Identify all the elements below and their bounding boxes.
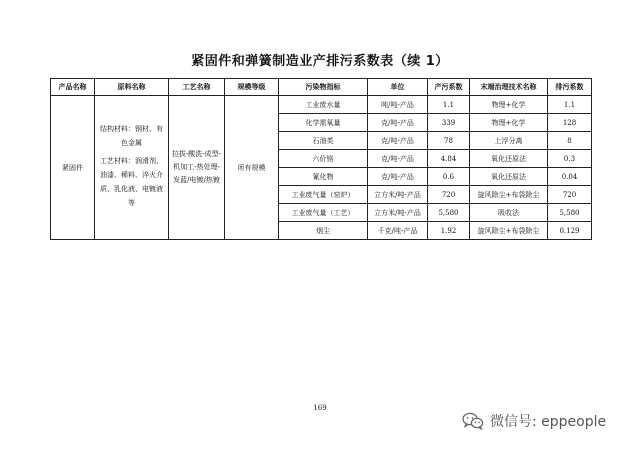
unit-cell: 克/吨-产品 (368, 150, 428, 168)
treatment-tech-cell: 物理+化学 (470, 114, 548, 132)
header-cell: 产污系数 (428, 79, 470, 96)
discharge-coefficient-cell: 0.04 (548, 168, 592, 186)
discharge-coefficient-cell: 0.3 (548, 150, 592, 168)
process-materials-text: 工艺材料：润滑剂、油漆、稀料、淬火介质、乳化液、电镀液等 (100, 156, 163, 207)
generation-coefficient-cell: 1.1 (428, 96, 470, 114)
discharge-coefficient-cell: 128 (548, 114, 592, 132)
header-cell: 工艺名称 (169, 79, 225, 96)
treatment-tech-cell: 吸收法 (470, 204, 548, 222)
emission-coefficient-table (50, 78, 592, 240)
pollutant-cell: 烟尘 (279, 222, 368, 240)
unit-cell: 克/吨-产品 (368, 168, 428, 186)
generation-coefficient-cell: 339 (428, 114, 470, 132)
structural-materials-text: 结构材料：钢材、有色金属 (100, 124, 163, 147)
pollutant-cell: 六价铬 (279, 150, 368, 168)
generation-coefficient-cell: 720 (428, 186, 470, 204)
watermark-text: 微信号: eppeople (490, 414, 607, 430)
header-cell: 单位 (368, 79, 428, 96)
page-number: 169 (313, 404, 327, 412)
treatment-tech-cell: 物理+化学 (470, 96, 548, 114)
generation-coefficient-cell: 4.84 (428, 150, 470, 168)
unit-cell: 克/吨-产品 (368, 114, 428, 132)
materials-cell (95, 96, 169, 240)
wechat-watermark (462, 411, 606, 431)
pollutant-cell: 化学需氧量 (279, 114, 368, 132)
discharge-coefficient-cell: 5,580 (548, 204, 592, 222)
treatment-tech-cell: 氧化还原法 (470, 168, 548, 186)
wechat-icon (462, 412, 484, 430)
unit-cell: 立方米/吨-产品 (368, 204, 428, 222)
discharge-coefficient-cell: 0.129 (548, 222, 592, 240)
discharge-coefficient-cell: 1.1 (548, 96, 592, 114)
unit-cell: 千克/吨-产品 (368, 222, 428, 240)
pollutant-cell: 工业废气量（工艺） (279, 204, 368, 222)
pollutant-cell: 氰化物 (279, 168, 368, 186)
header-cell: 规模等级 (225, 79, 279, 96)
unit-cell: 立方米/吨-产品 (368, 186, 428, 204)
header-cell: 排污系数 (548, 79, 592, 96)
discharge-coefficient-cell: 720 (548, 186, 592, 204)
product-name-cell: 紧固件 (51, 96, 95, 240)
table-row (51, 96, 592, 114)
table-header-row (51, 79, 592, 96)
generation-coefficient-cell: 5,580 (428, 204, 470, 222)
generation-coefficient-cell: 0.6 (428, 168, 470, 186)
header-cell: 污染物指标 (279, 79, 368, 96)
treatment-tech-cell: 旋风除尘+布袋除尘 (470, 222, 548, 240)
treatment-tech-cell: 氧化还原法 (470, 150, 548, 168)
pollutant-cell: 工业废气量（窑炉） (279, 186, 368, 204)
pollutant-cell: 工业废水量 (279, 96, 368, 114)
pollutant-cell: 石油类 (279, 132, 368, 150)
page-title: 紧固件和弹簧制造业产排污系数表（续 1） (191, 54, 449, 69)
discharge-coefficient-cell: 8 (548, 132, 592, 150)
treatment-tech-cell: 旋风除尘+布袋除尘 (470, 186, 548, 204)
header-cell: 原料名称 (95, 79, 169, 96)
header-cell: 产品名称 (51, 79, 95, 96)
treatment-tech-cell: 上浮分离 (470, 132, 548, 150)
generation-coefficient-cell: 78 (428, 132, 470, 150)
unit-cell: 克/吨-产品 (368, 132, 428, 150)
header-cell: 末端治理技术名称 (470, 79, 548, 96)
scale-cell: 所有规模 (225, 96, 279, 240)
process-cell: 拉拔-酸洗-成型-机加工-热处理-发蓝/电镀/热镀 (169, 96, 225, 240)
generation-coefficient-cell: 1.92 (428, 222, 470, 240)
unit-cell: 吨/吨-产品 (368, 96, 428, 114)
